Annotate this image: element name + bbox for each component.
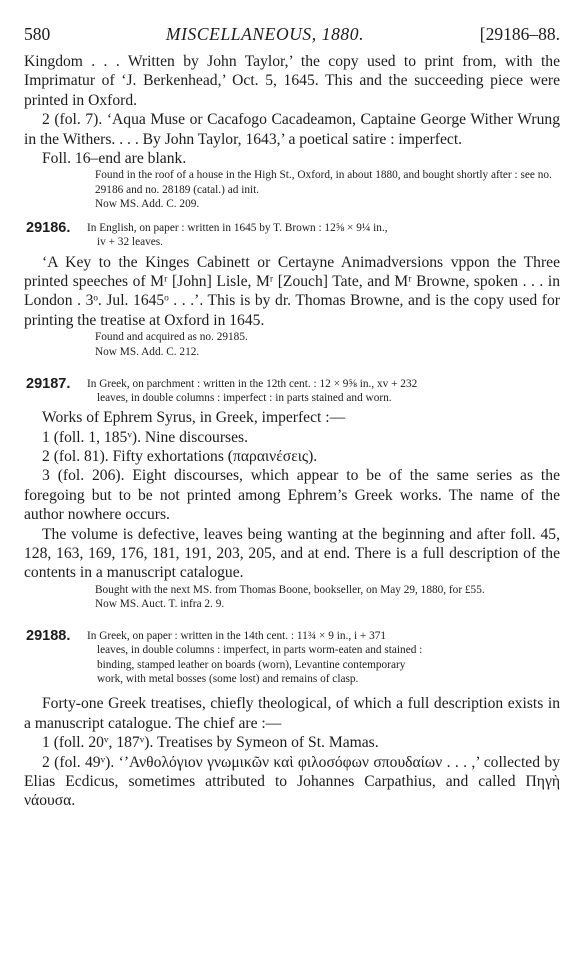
entry-description-line: In Greek, on paper : written in the 14th cent. : 11¾ × 9 in., i + 371: [87, 630, 387, 643]
entry-description: [87, 377, 560, 406]
entry-description-line: binding, stamped leather on boards (worn), Levantine contemporary: [97, 658, 406, 671]
entry-heading: [24, 221, 560, 250]
entry-description-line: leaves, in double columns : imperfect : in parts stained and worn.: [97, 391, 392, 404]
entry-item: 2 (fol. 49ᵛ). ‘’Ανθολόγιον γνωμικῶν καὶ φιλοσόφων σπουδαίων . . . ,’ collected by Elias Ecdicus, sometimes attributed to Johannes Carpathius, and called Πηγὴ νάουσα.: [24, 753, 560, 810]
entry-description-line: In English, on paper : written in 1645 by T. Brown : 12⅝ × 9¼ in.,: [87, 222, 388, 235]
entry-range: [29186–88.: [479, 24, 560, 44]
entry-item: 1 (foll. 1, 185ᵛ). Nine discourses.: [42, 428, 248, 446]
entry-description: [87, 221, 560, 250]
intro-continuation: Kingdom . . . Written by John Taylor,’ the copy used to print from, with the Imprimatur of ‘J. Berkenhead,’ Oct. 5, 1645. This and the succeeding piece were printed in Oxford.: [24, 53, 560, 109]
entry-body: Forty-one Greek treatises, chiefly theological, of which a full description exists in a manuscript catalogue. The chief are :—: [24, 695, 560, 732]
entry-description-line: In Greek, on parchment : written in the 12th cent. : 12 × 9⅝ in., xv + 232: [87, 377, 418, 390]
intro-blank-note: Foll. 16–end are blank.: [42, 150, 187, 168]
provenance-note: Bought with the next MS. from Thomas Boone, bookseller, on May 29, 1880, for £55.: [95, 583, 485, 596]
entry-number: 29188.: [26, 628, 71, 645]
entry-item: 2 (fol. 81). Fifty exhortations (παραινέσεις).: [42, 447, 318, 465]
entry-item: 3 (fol. 206). Eight discourses, which appear to be of the same series as the foregoing but to be not printed among Ephrem’s Greek works. The name of the author nowhere occurs.: [24, 467, 560, 524]
entry-description-line: leaves, in double columns : imperfect, in parts worm-eaten and stained :: [97, 644, 423, 657]
entry-description-line: iv + 32 leaves.: [97, 236, 163, 249]
running-title: MISCELLANEOUS, 1880.: [165, 24, 365, 44]
shelfmark: Now MS. Add. C. 209.: [95, 198, 200, 211]
page-header: [24, 24, 560, 50]
entry-number: 29186.: [26, 220, 71, 237]
shelfmark: Now MS. Add. C. 212.: [95, 345, 200, 358]
provenance-note: Found and acquired as no. 29185.: [95, 331, 248, 344]
entry-heading: [24, 377, 560, 406]
intro-item-2: 2 (fol. 7). ‘Aqua Muse or Cacafogo Cacadeamon, Captaine George Wither Wrung in the Withers. . . . By John Taylor, 1643,’ a poetical satire : imperfect.: [24, 111, 560, 148]
entry-number: 29187.: [26, 375, 71, 392]
provenance-note: Found in the roof of a house in the High St., Oxford, in about 1880, and bought shortly after : see no. 29186 and no. 28189 (catal.) ad init.: [95, 169, 552, 196]
page-number: 580: [24, 24, 51, 44]
entry-description: [87, 629, 560, 686]
shelfmark: Now MS. Auct. T. infra 2. 9.: [95, 598, 225, 611]
entry-item: 1 (foll. 20ᵛ, 187ᵛ). Treatises by Symeon of St. Mamas.: [42, 734, 379, 752]
entry-heading: [24, 629, 560, 686]
entry-description-line: work, with metal bosses (some lost) and remains of clasp.: [97, 672, 359, 685]
entry-paragraph: The volume is defective, leaves being wanting at the beginning and after foll. 45, 128, 163, 169, 176, 181, 191, 203, 205, and at end. There is a full description of the contents in a manuscript catalogue.: [24, 525, 560, 582]
catalogue-page: [24, 24, 560, 811]
entry-body: Works of Ephrem Syrus, in Greek, imperfect :—: [42, 409, 346, 427]
entry-body: ‘A Key to the Kinges Cabinett or Certayne Animadversions vppon the Three printed speeches of Mʳ [John] Lisle, Mʳ [Zouch] Tate, and Mʳ Browne, spoken . . . in London . 3ᵒ. Jul. 1645ᵒ . . .’. This is by dr. Thomas Browne, and is the copy used for printing the treatise at Oxford in 1645.: [24, 253, 560, 329]
